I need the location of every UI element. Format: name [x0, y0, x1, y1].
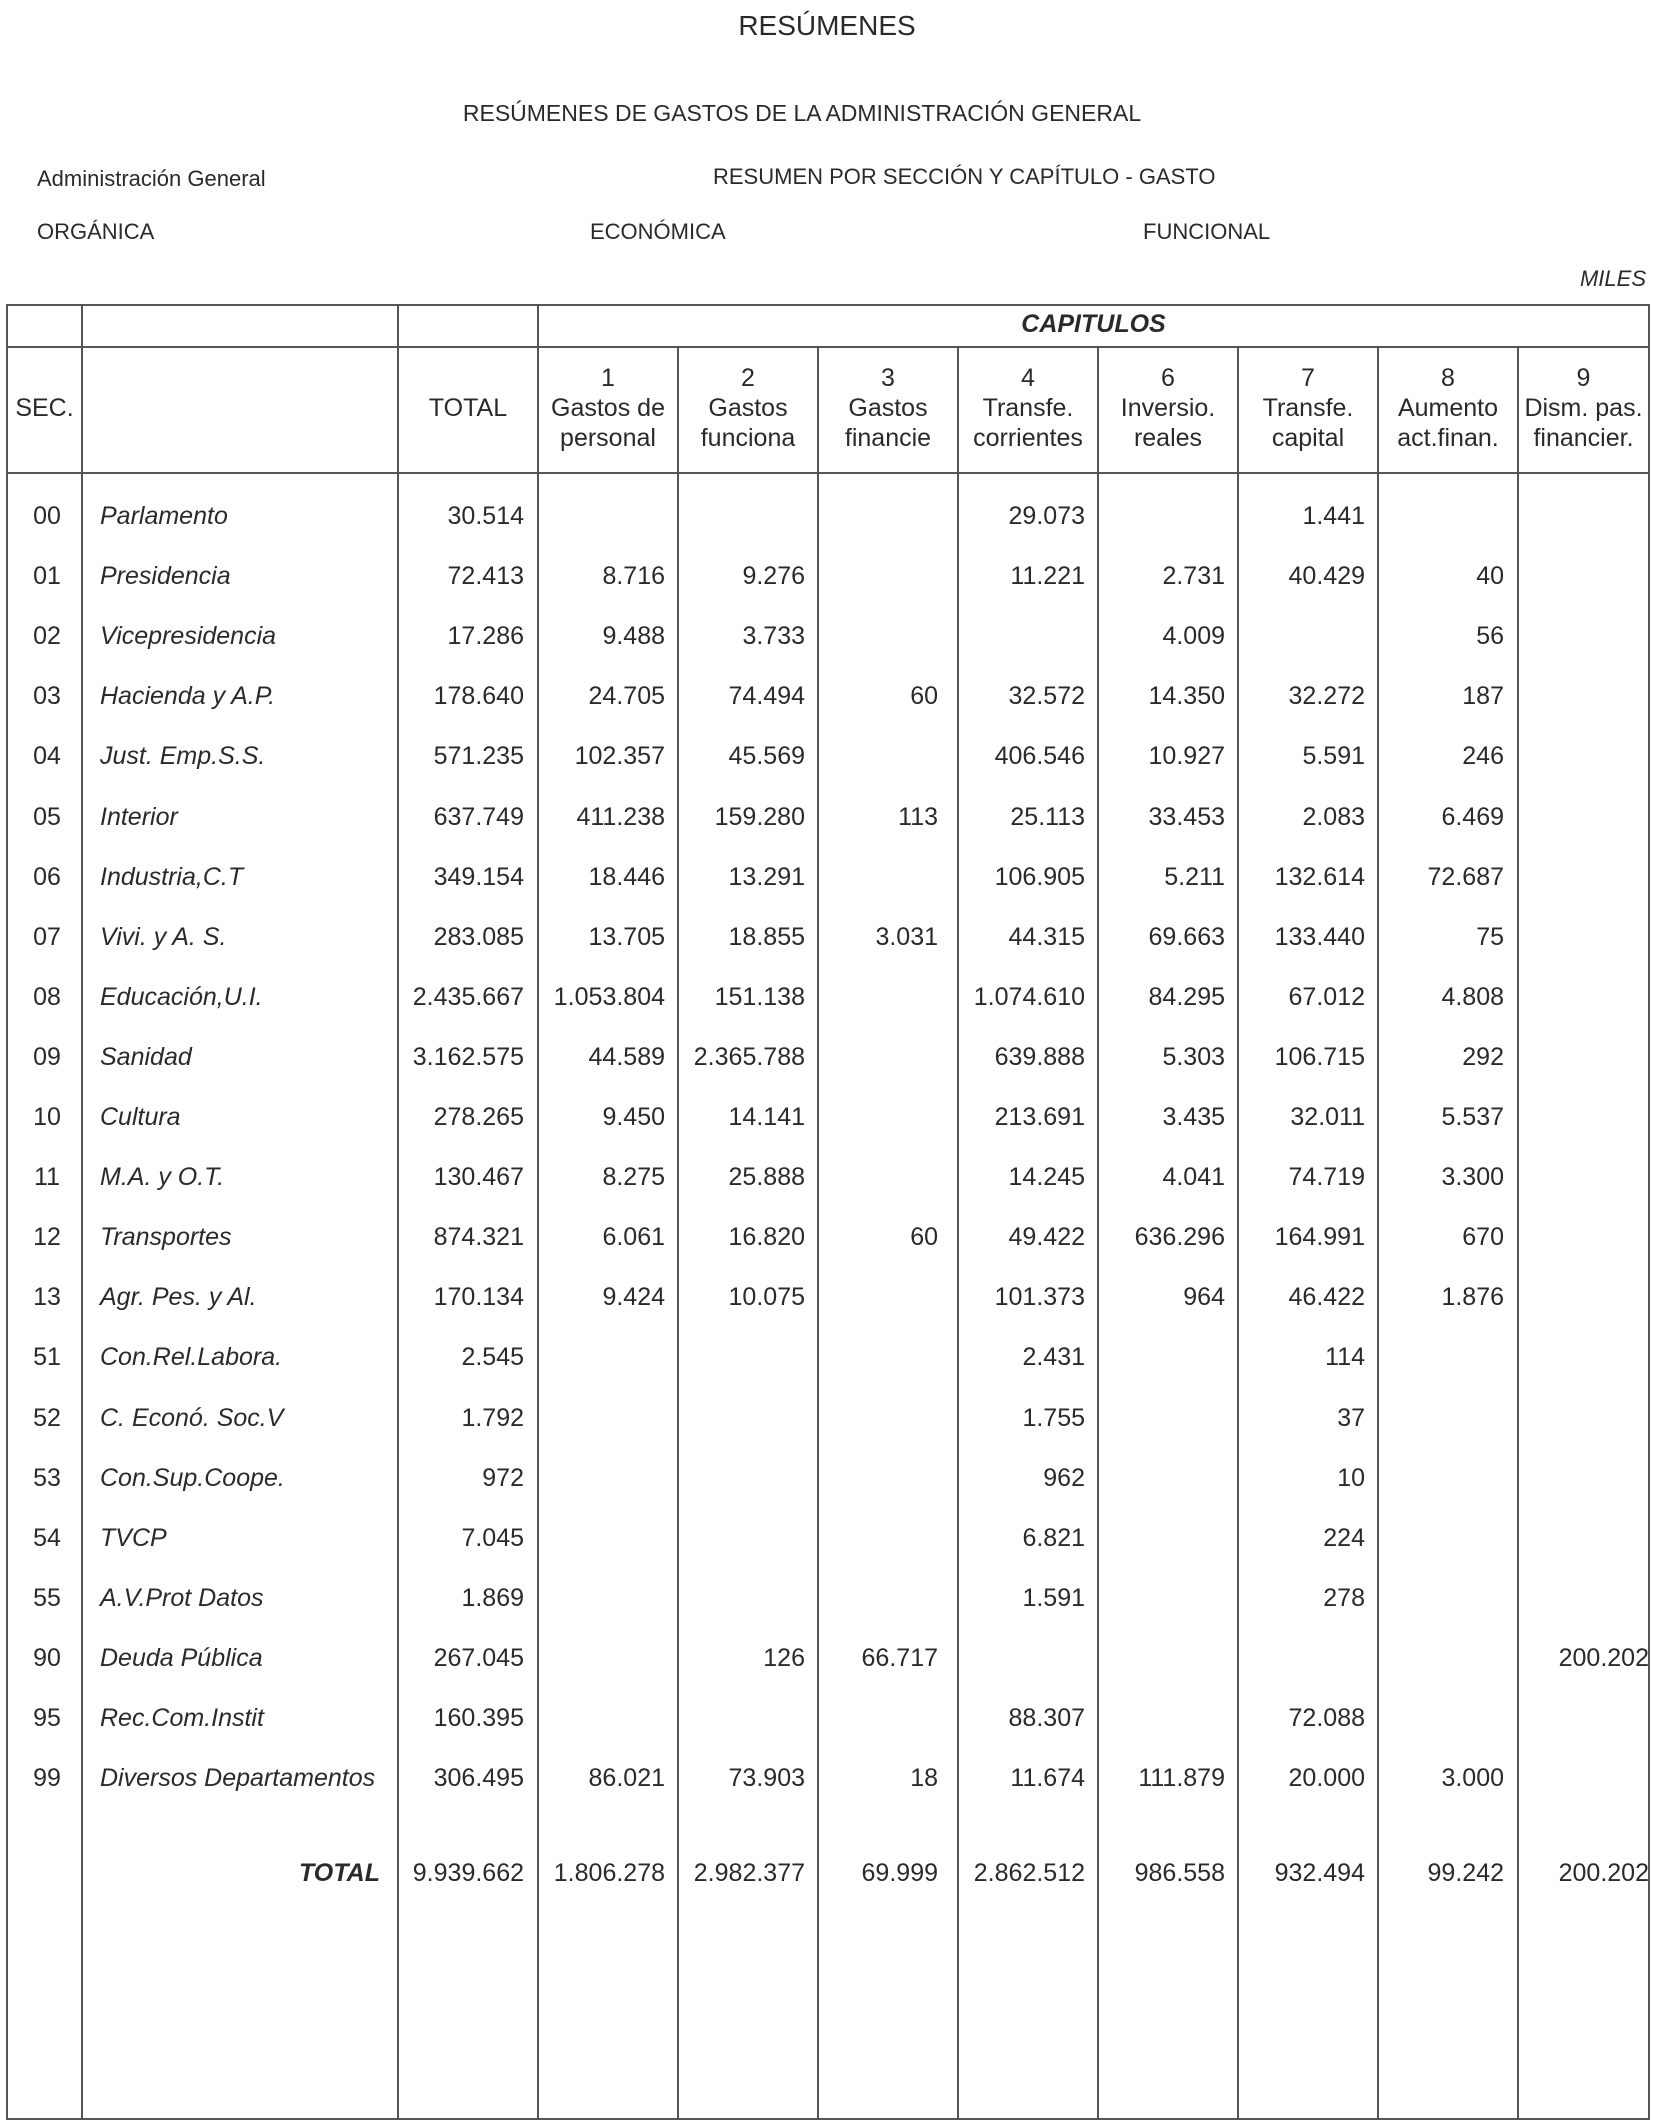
cell-total: 7.045	[461, 1524, 524, 1552]
cell-cap7: 10	[1337, 1464, 1365, 1492]
cell-cap4: 1.755	[1022, 1404, 1085, 1432]
cell-total: 72.413	[447, 562, 524, 590]
table-row	[0, 681, 1654, 711]
units-label: MILES	[1579, 266, 1646, 291]
cell-cap1: 9.488	[602, 622, 665, 650]
cell-total: 1.792	[461, 1404, 524, 1432]
section-code: 08	[33, 983, 61, 1011]
chapter-label-line1: Transfe.	[1262, 394, 1354, 422]
cell-cap8: 56	[1476, 622, 1504, 650]
cell-cap7: 114	[1325, 1343, 1365, 1371]
cell-cap3: 18	[910, 1764, 938, 1792]
section-code: 02	[33, 622, 61, 650]
table-row	[0, 1463, 1654, 1493]
cell-cap8: 99.242	[1427, 1859, 1504, 1887]
cell-cap7: 20.000	[1288, 1764, 1365, 1792]
chapter-label-line1: Gastos de	[551, 394, 665, 422]
chapter-number: 8	[1441, 364, 1455, 392]
section-name: Con.Sup.Coope.	[100, 1464, 285, 1492]
cell-cap8: 4.808	[1441, 983, 1504, 1011]
cell-total: 17.286	[447, 622, 524, 650]
chapter-number: 2	[741, 364, 755, 392]
chapter-label-line2: funciona	[700, 424, 796, 452]
cell-cap2: 18.855	[728, 923, 805, 951]
section-code: 06	[33, 863, 61, 891]
cell-total: 2.545	[461, 1343, 524, 1371]
cell-cap7: 278	[1323, 1584, 1365, 1612]
cell-cap2: 9.276	[742, 562, 805, 590]
sec-header: SEC.	[15, 394, 74, 422]
cell-total: 178.640	[433, 682, 524, 710]
cell-cap7: 932.494	[1274, 1859, 1365, 1887]
cell-cap2: 25.888	[728, 1163, 805, 1191]
cell-cap7: 2.083	[1302, 803, 1365, 831]
section-code: 01	[33, 562, 61, 590]
cell-cap8: 3.000	[1441, 1764, 1504, 1792]
section-name: Vivi. y A. S.	[100, 923, 227, 951]
chapter-label-line2: financie	[844, 424, 932, 452]
table-row	[0, 1102, 1654, 1132]
chapter-label-line1: Gastos	[848, 394, 928, 422]
cell-cap2: 159.280	[714, 803, 805, 831]
chapter-label-line1: Gastos	[708, 394, 788, 422]
cell-cap2: 74.494	[728, 682, 805, 710]
chapter-label-line2: capital	[1271, 424, 1345, 452]
cell-cap8: 1.876	[1441, 1283, 1504, 1311]
cell-cap7: 133.440	[1274, 923, 1365, 951]
table-row	[0, 1342, 1654, 1372]
section-name: Sanidad	[100, 1043, 192, 1071]
table-row	[0, 922, 1654, 952]
cell-cap3: 69.999	[861, 1859, 938, 1887]
cell-cap7: 32.272	[1288, 682, 1365, 710]
cell-cap2: 126	[763, 1644, 805, 1672]
cell-cap6: 986.558	[1134, 1859, 1225, 1887]
table-row	[0, 1763, 1654, 1793]
cell-cap6: 5.303	[1162, 1043, 1225, 1071]
cell-cap4: 213.691	[994, 1103, 1085, 1131]
section-code: 54	[33, 1524, 61, 1552]
section-code: 99	[33, 1764, 61, 1792]
cell-cap4: 106.905	[994, 863, 1085, 891]
cell-cap6: 5.211	[1164, 863, 1225, 891]
section-name: Parlamento	[100, 502, 228, 530]
cell-cap6: 111.879	[1138, 1764, 1225, 1792]
cell-cap1: 13.705	[588, 923, 665, 951]
admin-label: Administración General	[37, 166, 266, 191]
section-name: Industria,C.T	[100, 863, 244, 891]
cell-cap2: 2.982.377	[693, 1859, 805, 1887]
section-code: 00	[33, 502, 61, 530]
chapter-label-line2: reales	[1133, 424, 1203, 452]
total-header: TOTAL	[428, 394, 508, 422]
cell-cap8: 75	[1476, 923, 1504, 951]
organica-label: ORGÁNICA	[37, 219, 155, 244]
section-code: 90	[33, 1644, 61, 1672]
cell-cap6: 3.435	[1162, 1103, 1225, 1131]
table-row	[0, 1162, 1654, 1192]
cell-cap2: 2.365.788	[693, 1043, 805, 1071]
cell-cap1: 1.053.804	[553, 983, 665, 1011]
total-row-label: TOTAL	[298, 1859, 380, 1887]
cell-cap1: 8.716	[602, 562, 665, 590]
cell-cap3: 3.031	[875, 923, 938, 951]
section-code: 95	[33, 1704, 61, 1732]
cell-cap9: 200.202	[1558, 1859, 1649, 1887]
chapter-number: 1	[601, 364, 615, 392]
cell-cap6: 84.295	[1148, 983, 1225, 1011]
chapter-label-line2: corrientes	[973, 424, 1083, 452]
section-code: 07	[33, 923, 61, 951]
cell-cap7: 1.441	[1302, 502, 1365, 530]
cell-cap3: 66.717	[861, 1644, 938, 1672]
table-row	[0, 741, 1654, 771]
cell-cap4: 11.674	[1010, 1764, 1085, 1792]
cell-total: 278.265	[433, 1103, 524, 1131]
cell-cap1: 86.021	[588, 1764, 665, 1792]
section-code: 12	[33, 1223, 61, 1251]
section-code: 03	[33, 682, 61, 710]
cell-cap7: 74.719	[1288, 1163, 1365, 1191]
cell-cap4: 962	[1043, 1464, 1085, 1492]
cell-cap7: 72.088	[1288, 1704, 1365, 1732]
section-name: Diversos Departamentos	[100, 1764, 376, 1792]
cell-total: 267.045	[433, 1644, 524, 1672]
section-code: 51	[33, 1343, 61, 1371]
section-code: 04	[33, 742, 61, 770]
cell-cap4: 2.862.512	[973, 1859, 1085, 1887]
cell-cap3: 113	[898, 803, 938, 831]
cell-cap7: 67.012	[1288, 983, 1365, 1011]
section-code: 53	[33, 1464, 61, 1492]
cell-cap3: 60	[910, 682, 938, 710]
cell-cap8: 187	[1462, 682, 1504, 710]
cell-cap4: 406.546	[994, 742, 1085, 770]
cell-cap7: 132.614	[1274, 863, 1365, 891]
capitulos-header: CAPITULOS	[1021, 310, 1166, 338]
cell-cap6: 10.927	[1148, 742, 1225, 770]
cell-total: 571.235	[433, 742, 524, 770]
cell-cap7: 164.991	[1274, 1223, 1365, 1251]
chapter-header	[818, 363, 958, 453]
chapter-number: 4	[1021, 364, 1035, 392]
cell-cap9: 200.202	[1558, 1644, 1649, 1672]
section-code: 05	[33, 803, 61, 831]
chapter-header	[1378, 363, 1518, 453]
cell-cap4: 11.221	[1010, 562, 1085, 590]
table-row	[0, 1643, 1654, 1673]
cell-cap4: 6.821	[1022, 1524, 1085, 1552]
cell-cap6: 636.296	[1134, 1223, 1225, 1251]
cell-cap8: 72.687	[1427, 863, 1504, 891]
table-row	[0, 501, 1654, 531]
section-name: Transportes	[100, 1223, 232, 1251]
page-subtitle: RESÚMENES DE GASTOS DE LA ADMINISTRACIÓN GENERAL	[462, 100, 1142, 126]
section-name: A.V.Prot Datos	[100, 1584, 264, 1612]
cell-total: 160.395	[433, 1704, 524, 1732]
section-name: Con.Rel.Labora.	[100, 1343, 283, 1371]
cell-cap2: 13.291	[728, 863, 805, 891]
chapter-label-line1: Inversio.	[1120, 394, 1216, 422]
section-code: 11	[34, 1163, 60, 1191]
page-title: RESÚMENES	[738, 10, 916, 41]
cell-cap1: 1.806.278	[553, 1859, 665, 1887]
cell-cap1: 102.357	[574, 742, 665, 770]
cell-cap2: 151.138	[714, 983, 805, 1011]
cell-cap1: 18.446	[588, 863, 665, 891]
table-row	[0, 1222, 1654, 1252]
table-row	[0, 1583, 1654, 1613]
cell-cap2: 16.820	[728, 1223, 805, 1251]
table-row	[0, 1703, 1654, 1733]
cell-cap4: 639.888	[994, 1043, 1085, 1071]
section-name: Hacienda y A.P.	[100, 682, 276, 710]
cell-total: 1.869	[461, 1584, 524, 1612]
cell-cap4: 32.572	[1008, 682, 1085, 710]
table-row	[0, 862, 1654, 892]
cell-cap4: 25.113	[1010, 803, 1085, 831]
cell-cap6: 69.663	[1148, 923, 1225, 951]
section-name: TVCP	[100, 1524, 167, 1552]
section-name: M.A. y O.T.	[100, 1163, 225, 1191]
chapter-header	[1238, 363, 1378, 453]
cell-cap2: 45.569	[728, 742, 805, 770]
chapter-header	[678, 363, 818, 453]
resumen-label: RESUMEN POR SECCIÓN Y CAPÍTULO - GASTO	[713, 164, 1216, 189]
cell-cap1: 9.424	[602, 1283, 665, 1311]
funcional-label: FUNCIONAL	[1143, 219, 1271, 244]
section-code: 13	[33, 1283, 61, 1311]
section-name: Rec.Com.Instit	[100, 1704, 264, 1732]
section-name: Cultura	[100, 1103, 181, 1131]
cell-cap4: 101.373	[994, 1283, 1085, 1311]
chapter-label-line2: act.finan.	[1397, 424, 1499, 452]
table-row	[0, 802, 1654, 832]
chapter-number: 7	[1301, 364, 1315, 392]
table-row	[0, 1523, 1654, 1553]
chapter-header	[538, 363, 678, 453]
cell-cap1: 44.589	[588, 1043, 665, 1071]
cell-cap1: 411.238	[576, 803, 665, 831]
section-name: Educación,U.I.	[100, 983, 263, 1011]
cell-cap8: 6.469	[1441, 803, 1504, 831]
cell-cap6: 4.041	[1162, 1163, 1225, 1191]
section-name: Presidencia	[100, 562, 231, 590]
table-row	[0, 982, 1654, 1012]
section-code: 10	[33, 1103, 61, 1131]
cell-cap4: 44.315	[1008, 923, 1085, 951]
chapter-header	[1518, 363, 1649, 453]
table-row	[0, 1403, 1654, 1433]
chapter-label-line2: personal	[560, 424, 656, 452]
cell-cap6: 4.009	[1162, 622, 1225, 650]
cell-total: 3.162.575	[412, 1043, 524, 1071]
cell-cap1: 6.061	[602, 1223, 665, 1251]
cell-cap4: 29.073	[1008, 502, 1085, 530]
table-row	[0, 1282, 1654, 1312]
cell-cap4: 1.591	[1022, 1584, 1085, 1612]
cell-cap6: 33.453	[1148, 803, 1225, 831]
cell-cap7: 224	[1323, 1524, 1365, 1552]
cell-cap7: 46.422	[1288, 1283, 1365, 1311]
chapter-header	[958, 363, 1098, 453]
cell-total: 874.321	[433, 1223, 524, 1251]
table-row	[0, 561, 1654, 591]
section-code: 09	[33, 1043, 61, 1071]
cell-cap7: 106.715	[1274, 1043, 1365, 1071]
cell-cap7: 32.011	[1290, 1103, 1365, 1131]
table-row	[0, 621, 1654, 651]
chapter-header	[1098, 363, 1238, 453]
section-name: C. Econó. Soc.V	[100, 1404, 284, 1432]
table-row	[0, 1042, 1654, 1072]
cell-cap4: 49.422	[1008, 1223, 1085, 1251]
chapter-number: 3	[881, 364, 895, 392]
chapter-label-line1: Aumento	[1397, 394, 1499, 422]
section-name: Deuda Pública	[100, 1644, 263, 1672]
chapter-number: 9	[1576, 364, 1591, 392]
section-code: 55	[33, 1584, 61, 1612]
cell-cap2: 14.141	[728, 1103, 805, 1131]
cell-cap6: 964	[1183, 1283, 1225, 1311]
cell-total: 170.134	[433, 1283, 524, 1311]
cell-total: 283.085	[433, 923, 524, 951]
section-name: Just. Emp.S.S.	[100, 742, 266, 770]
cell-cap8: 292	[1462, 1043, 1504, 1071]
section-code: 52	[33, 1404, 61, 1432]
cell-cap4: 1.074.610	[973, 983, 1085, 1011]
cell-total: 30.514	[447, 502, 524, 530]
cell-cap7: 5.591	[1302, 742, 1365, 770]
chapter-label-line1: Dism. pas.	[1524, 394, 1643, 422]
cell-cap1: 8.275	[602, 1163, 665, 1191]
cell-cap8: 40	[1476, 562, 1504, 590]
cell-cap8: 670	[1462, 1223, 1504, 1251]
total-row	[0, 1858, 1654, 1888]
cell-cap6: 2.731	[1162, 562, 1225, 590]
chapter-number: 6	[1161, 364, 1175, 392]
cell-total: 2.435.667	[412, 983, 524, 1011]
chapter-label-line1: Transfe.	[982, 394, 1074, 422]
cell-total: 306.495	[433, 1764, 524, 1792]
cell-cap8: 246	[1462, 742, 1504, 770]
cell-cap3: 60	[910, 1223, 938, 1251]
cell-cap2: 3.733	[742, 622, 805, 650]
cell-cap4: 14.245	[1008, 1163, 1085, 1191]
cell-total: 130.467	[433, 1163, 524, 1191]
section-name: Vicepresidencia	[100, 622, 277, 650]
section-name: Interior	[100, 803, 178, 831]
cell-total: 972	[482, 1464, 524, 1492]
economica-label: ECONÓMICA	[590, 219, 726, 244]
cell-cap7: 37	[1337, 1404, 1365, 1432]
cell-total: 9.939.662	[412, 1859, 524, 1887]
chapter-label-line2: financier.	[1533, 424, 1634, 452]
cell-cap1: 9.450	[602, 1103, 665, 1131]
cell-cap4: 88.307	[1008, 1704, 1085, 1732]
cell-cap2: 73.903	[728, 1764, 805, 1792]
cell-cap2: 10.075	[728, 1283, 805, 1311]
cell-cap4: 2.431	[1022, 1343, 1085, 1371]
cell-cap8: 5.537	[1441, 1103, 1504, 1131]
section-name: Agr. Pes. y Al.	[100, 1283, 257, 1311]
cell-cap8: 3.300	[1441, 1163, 1504, 1191]
cell-cap1: 24.705	[588, 682, 665, 710]
cell-cap7: 40.429	[1288, 562, 1365, 590]
cell-total: 637.749	[433, 803, 524, 831]
cell-cap6: 14.350	[1148, 682, 1225, 710]
cell-total: 349.154	[433, 863, 524, 891]
